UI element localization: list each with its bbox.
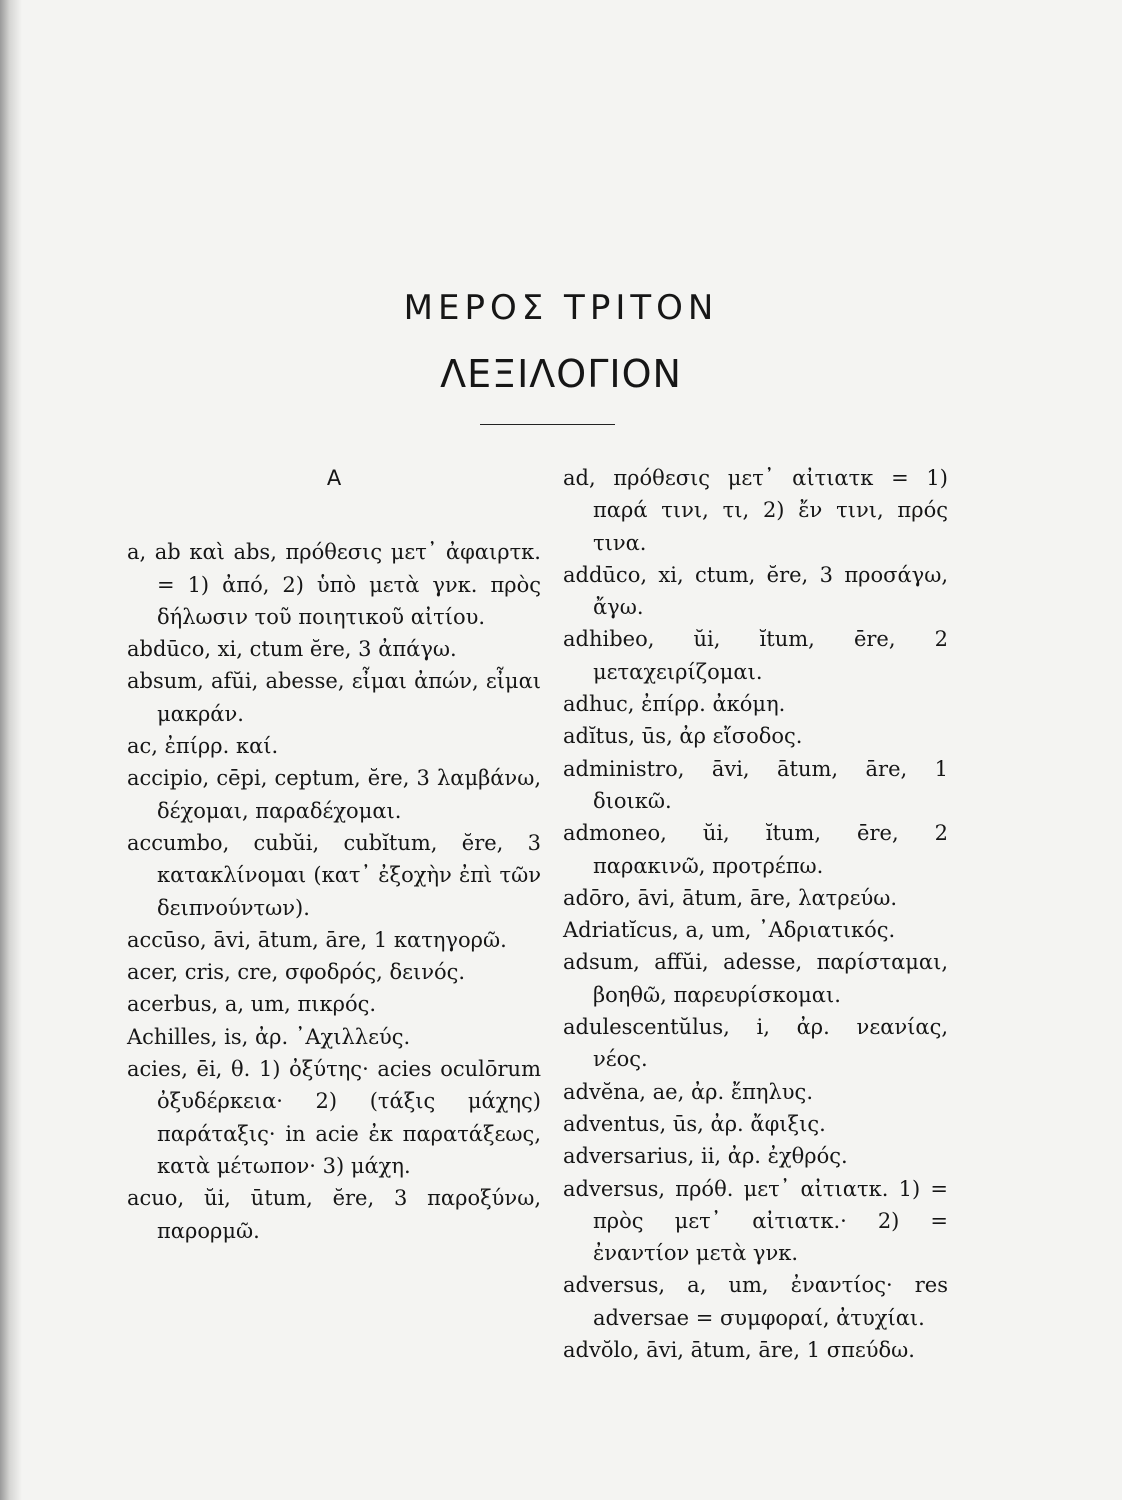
dictionary-entry: ad, πρόθεσις μετ᾿ αἰτιατκ = 1) παρά τινι, τι, 2) ἔν τινι, πρός τινα. (563, 466, 948, 555)
dictionary-entry: a, ab καὶ abs, πρόθεσις μετ᾿ ἀφαιρτκ. = 1) ἀπό, 2) ὑπὸ μετὰ γνκ. πρὸς δήλωσιν τοῦ ποιητικοῦ αἰτίου. (127, 540, 541, 629)
section-letter: A (326, 466, 342, 490)
dictionary-entry: adōro, āvi, ātum, āre, λατρεύω. (563, 885, 898, 910)
dictionary-entry: Achilles, is, ἀρ. ᾿Αχιλλεύς. (127, 1024, 411, 1049)
page-edge-shadow (0, 0, 22, 1500)
dictionary-entry: acerbus, a, um, πικρός. (127, 992, 377, 1017)
dictionary-entry: adhuc, ἐπίρρ. ἀκόμη. (563, 692, 786, 717)
section-title: ΛΕΞΙΛΟΓΙΟΝ (440, 352, 682, 396)
dictionary-entry: addūco, xi, ctum, ĕre, 3 προσάγω, ἄγω. (563, 562, 948, 620)
left-column (127, 462, 541, 1247)
dictionary-entry: admoneo, ŭi, ĭtum, ēre, 2 παρακινῶ, προτρέπω. (563, 821, 948, 878)
dictionary-entry: acies, ēi, θ. 1) ὀξύτης· acies oculōrum ὀξυδέρκεια· 2) (τάξις μάχης) παράταξις· in acie ἐκ παρατάξεως, κατὰ μέτωπον· 3) μάχη. (127, 1057, 541, 1178)
dictionary-entry: accumbo, cubŭi, cubĭtum, ĕre, 3 κατακλίνομαι (κατ᾿ ἐξοχὴν ἐπὶ τῶν δειπνούντων). (127, 830, 541, 920)
dictionary-entry: acuo, ŭi, ūtum, ĕre, 3 παροξύνω, παρορμῶ. (127, 1186, 541, 1243)
dictionary-entry: abdūco, xi, ctum ĕre, 3 ἀπάγω. (127, 637, 457, 662)
dictionary-entry: advĕna, ae, ἀρ. ἔπηλυς. (563, 1079, 813, 1104)
dictionary-entry: adsum, affŭi, adesse, παρίσταμαι, βοηθῶ, παρευρίσκομαι. (563, 950, 948, 1007)
title-divider (480, 424, 615, 425)
part-title: ΜΕΡΟΣ ΤΡΙΤΟΝ (403, 288, 719, 328)
dictionary-entry: accipio, cēpi, ceptum, ĕre, 3 λαμβάνω, δέχομαι, παραδέχομαι. (127, 766, 541, 823)
dictionary-entry: adversarius, ii, ἀρ. ἐχθρός. (563, 1144, 848, 1169)
dictionary-entry: absum, afŭi, abesse, εἶμαι ἀπών, εἶμαι μακράν. (127, 669, 541, 726)
dictionary-entry: administro, āvi, ātum, āre, 1 διοικῶ. (563, 756, 948, 813)
dictionary-entry: adhibeo, ŭi, ĭtum, ēre, 2 μεταχειρίζομαι. (563, 627, 948, 684)
dictionary-entry: acer, cris, cre, σφοδρός, δεινός. (127, 960, 466, 985)
right-column (563, 462, 948, 1366)
dictionary-entry: ac, ἐπίρρ. καί. (127, 734, 279, 759)
dictionary-entry: adĭtus, ūs, ἀρ εἴσοδος. (563, 724, 803, 749)
right-entry-list (563, 462, 948, 1366)
dictionary-entry: adversus, πρόθ. μετ᾿ αἰτιατκ. 1) = πρὸς μετ᾿ αἰτιατκ.· 2) = ἐναντίον μετὰ γνκ. (563, 1176, 948, 1266)
left-entry-list (127, 536, 541, 1247)
dictionary-entry: adventus, ūs, ἀρ. ἄφιξις. (563, 1111, 826, 1136)
dictionary-entry: adversus, a, um, ἐναντίος· res adversae = συμφοραί, ἀτυχίαι. (563, 1273, 948, 1330)
dictionary-entry: advŏlo, āvi, ātum, āre, 1 σπεύδω. (563, 1338, 915, 1363)
dictionary-entry: adulescentŭlus, i, ἀρ. νεανίας, νέος. (563, 1015, 948, 1072)
dictionary-entry: accūso, āvi, ātum, āre, 1 κατηγορῶ. (127, 927, 507, 952)
dictionary-entry: Adriatĭcus, a, um, ᾿Αδριατικός. (563, 918, 896, 943)
